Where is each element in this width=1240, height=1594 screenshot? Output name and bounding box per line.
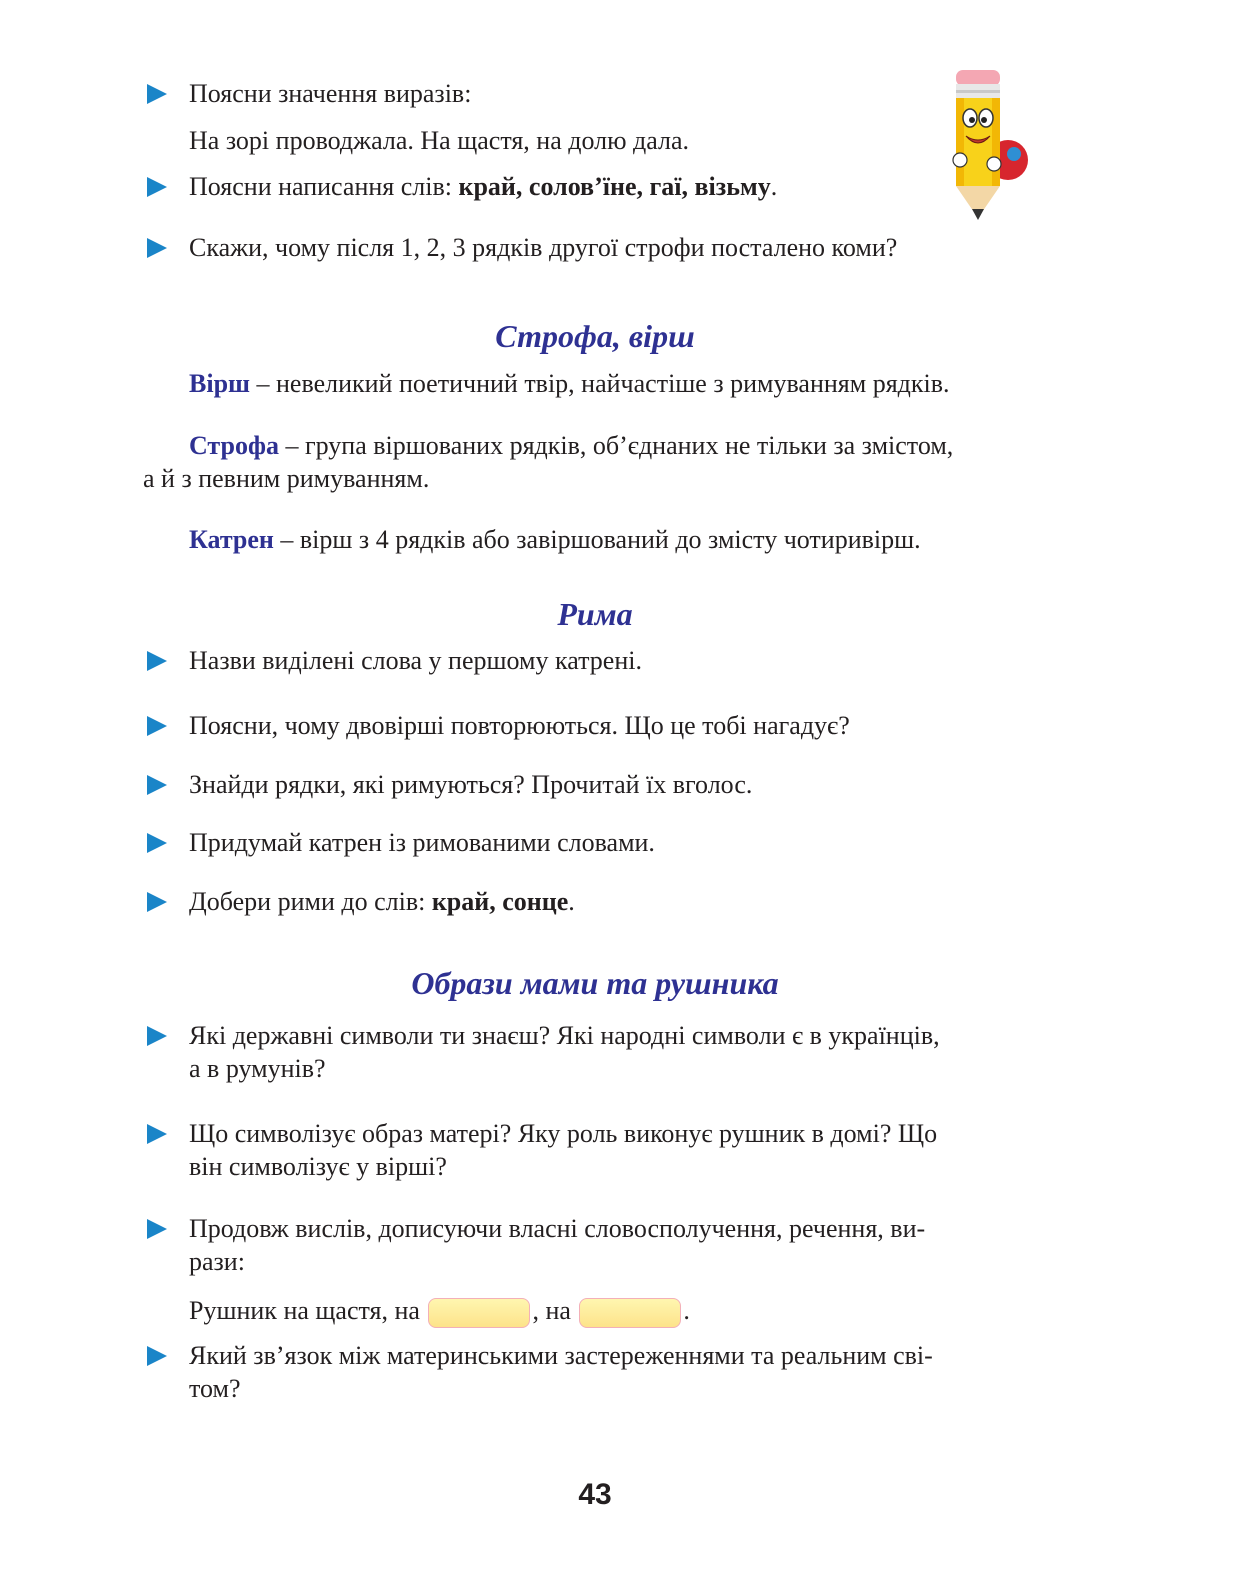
pencil-mascot-icon (948, 66, 1034, 226)
definition-text: – вірш з 4 рядків або завіршований до змісту чотиривірш. (273, 525, 921, 554)
phrase-text: Рушник на щастя, на (189, 1296, 427, 1325)
question-text: Поясни написання слів: (189, 172, 459, 201)
question-explain-spelling (189, 171, 777, 203)
punctuation: . (770, 172, 778, 201)
bullet-arrow-icon (147, 1219, 167, 1239)
bullet-arrow-icon (147, 651, 167, 671)
term-katren: Катрен (189, 525, 274, 554)
definition-katren (189, 524, 921, 556)
expressions-example: На зорі проводжала. На щастя, на долю дала. (189, 126, 690, 155)
bold-words: край, солов’їне, гаї, візьму (458, 172, 771, 201)
bold-words: край, сонце (431, 887, 569, 916)
question-continue-saying-line2: рази: (189, 1247, 245, 1276)
question-mother-image-line2: він символізує у вірші? (189, 1152, 447, 1181)
bullet-arrow-icon (147, 177, 167, 197)
question-commas: Скажи, чому після 1, 2, 3 рядків другої строфи посталено коми? (189, 233, 898, 262)
heading-obrazy: Образи мами та рушника (411, 965, 779, 1001)
punctuation: . (568, 887, 575, 916)
question-find-rhymes: Знайди рядки, які римуються? Прочитай їх вголос. (189, 770, 753, 799)
question-invent-katren: Придумай катрен із римованими словами. (189, 828, 655, 857)
fill-in-phrase (189, 1295, 690, 1328)
question-text: Добери рими до слів: (189, 887, 432, 916)
bullet-arrow-icon (147, 1346, 167, 1366)
bullet-arrow-icon (147, 1124, 167, 1144)
question-rhymes-for-words (189, 886, 575, 918)
definition-text: – невеликий поетичний твір, найчастіше з римуванням рядків. (249, 369, 950, 398)
term-strofa: Строфа (189, 431, 279, 460)
punctuation: . (683, 1296, 690, 1325)
definition-text: – група віршованих рядків, об’єднаних не тільки за змістом, (278, 431, 954, 460)
bullet-arrow-icon (147, 1026, 167, 1046)
question-warnings-line1: Який зв’язок між материнськими застереженнями та реальним сві- (189, 1341, 933, 1370)
term-virsh: Вірш (189, 369, 250, 398)
bullet-arrow-icon (147, 892, 167, 912)
heading-ryma: Рима (557, 596, 633, 632)
definition-strofa (189, 430, 953, 462)
heading-strofa-virsh: Строфа, вірш (495, 318, 695, 354)
answer-blank-2[interactable] (579, 1298, 681, 1328)
question-symbols-line2: а в румунів? (189, 1054, 326, 1083)
question-continue-saying-line1: Продовж вислів, дописуючи власні словосполучення, речення, ви- (189, 1214, 926, 1243)
bullet-arrow-icon (147, 84, 167, 104)
question-explain-expressions: Поясни значення виразів: (189, 79, 472, 108)
definition-strofa-continuation: а й з певним римуванням. (143, 464, 430, 493)
bullet-arrow-icon (147, 238, 167, 258)
page-number: 43 (578, 1478, 612, 1511)
bullet-arrow-icon (147, 833, 167, 853)
question-mother-image-line1: Що символізує образ матері? Яку роль виконує рушник в домі? Що (189, 1119, 938, 1148)
definition-virsh (189, 368, 950, 400)
bullet-arrow-icon (147, 775, 167, 795)
question-symbols-line1: Які державні символи ти знаєш? Які народні символи є в українців, (189, 1021, 940, 1050)
bullet-arrow-icon (147, 716, 167, 736)
phrase-text: , на (532, 1296, 578, 1325)
question-warnings-line2: том? (189, 1374, 241, 1403)
answer-blank-1[interactable] (428, 1298, 530, 1328)
question-name-words: Назви виділені слова у першому катрені. (189, 646, 642, 675)
question-couplets: Поясни, чому двовірші повторюються. Що це тобі нагадує? (189, 711, 850, 740)
